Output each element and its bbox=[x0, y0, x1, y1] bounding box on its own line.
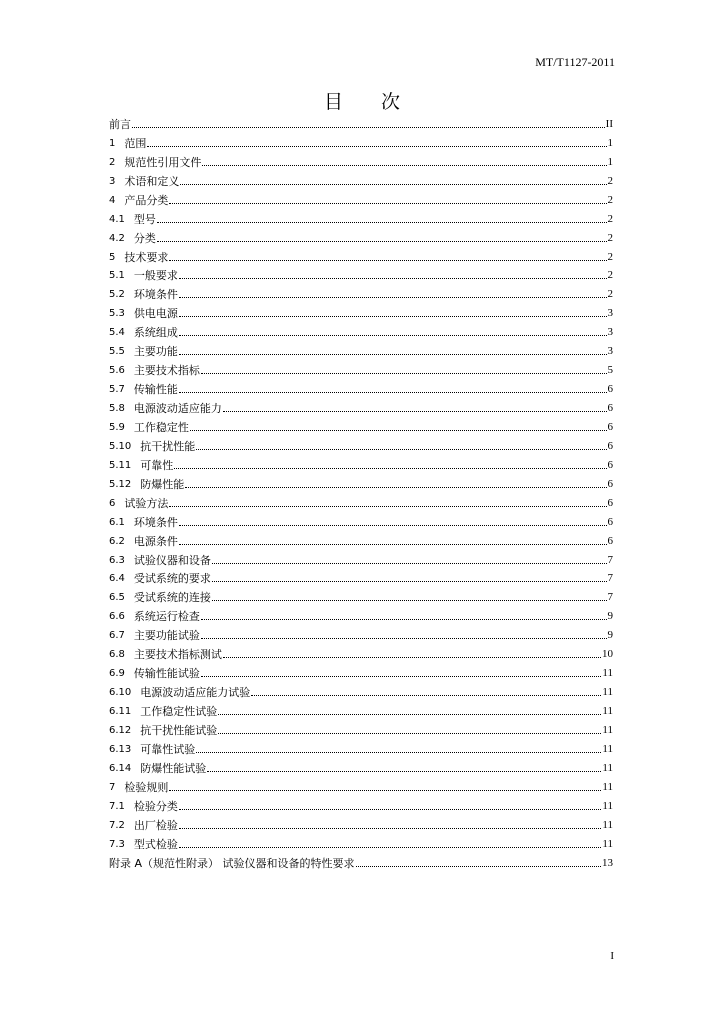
toc-entry-page: 13 bbox=[602, 856, 613, 869]
toc-entry-page: 11 bbox=[602, 818, 613, 831]
toc-entry-number: 4.1 bbox=[109, 213, 125, 225]
toc-entry-page: 3 bbox=[607, 326, 613, 339]
toc-dot-leader bbox=[179, 524, 607, 526]
toc-entry[interactable] bbox=[109, 623, 613, 642]
toc-entry-label: 前言 bbox=[109, 117, 131, 131]
toc-dot-leader bbox=[132, 126, 605, 128]
toc-entry-page: 11 bbox=[602, 799, 613, 812]
toc-dot-leader bbox=[218, 713, 601, 715]
toc-dot-leader bbox=[179, 277, 607, 279]
toc-entry-number: 1 bbox=[109, 137, 116, 149]
toc-entry[interactable] bbox=[109, 282, 613, 301]
toc-entry[interactable] bbox=[109, 775, 613, 794]
toc-dot-leader bbox=[179, 808, 602, 810]
toc-entry[interactable] bbox=[109, 415, 613, 434]
toc-entry[interactable] bbox=[109, 377, 613, 396]
toc-entry[interactable] bbox=[109, 510, 613, 529]
toc-dot-leader bbox=[223, 410, 607, 412]
toc-entry-label: 范围 bbox=[124, 136, 147, 150]
toc-dot-leader bbox=[202, 164, 606, 166]
toc-entry-number: 6.8 bbox=[109, 649, 125, 661]
toc-entry-page: 11 bbox=[602, 780, 613, 793]
toc-entry[interactable] bbox=[109, 661, 613, 680]
toc-entry-label: 传输性能 bbox=[133, 383, 178, 397]
toc-entry[interactable] bbox=[109, 491, 613, 510]
toc-entry[interactable] bbox=[109, 150, 613, 169]
toc-entry-page: 6 bbox=[607, 420, 613, 433]
toc-entry-label: 型号 bbox=[133, 212, 156, 226]
toc-entry-page: 9 bbox=[607, 610, 613, 623]
toc-dot-leader bbox=[201, 637, 607, 639]
toc-entry-page: 9 bbox=[607, 629, 613, 642]
toc-entry-label: 环境条件 bbox=[133, 515, 178, 529]
toc-entry-label: 系统运行检查 bbox=[133, 610, 200, 624]
toc-entry-label: 工作稳定性试验 bbox=[140, 705, 218, 718]
toc-entry-number: 6.6 bbox=[109, 611, 125, 623]
toc-dot-leader bbox=[223, 656, 601, 658]
toc-dot-leader bbox=[212, 562, 607, 564]
toc-entry-number: 6.7 bbox=[109, 630, 125, 642]
toc-dot-leader bbox=[180, 183, 606, 185]
toc-entry-page: 6 bbox=[607, 383, 613, 396]
toc-dot-leader bbox=[179, 334, 607, 336]
toc-entry-page: 2 bbox=[607, 250, 613, 263]
toc-entry[interactable] bbox=[109, 131, 613, 150]
toc-entry-number: 6.9 bbox=[109, 668, 125, 680]
toc-entry[interactable] bbox=[109, 264, 613, 283]
toc-entry-page: 6 bbox=[607, 477, 613, 490]
toc-entry-number: 5.12 bbox=[109, 478, 132, 490]
toc-entry-label: 可靠性 bbox=[140, 458, 174, 472]
toc-entry[interactable] bbox=[109, 339, 613, 358]
toc-entry-number: 6 bbox=[109, 497, 116, 509]
toc-dot-leader bbox=[169, 505, 606, 507]
toc-entry-label: 技术要求 bbox=[124, 250, 169, 264]
toc-entry[interactable] bbox=[109, 226, 613, 245]
toc-dot-leader bbox=[157, 221, 607, 223]
toc-entry-page: 2 bbox=[607, 174, 613, 187]
toc-entry[interactable] bbox=[109, 245, 613, 264]
toc-dot-leader bbox=[179, 315, 607, 317]
toc-entry[interactable] bbox=[109, 188, 613, 207]
toc-entry-label: 防爆性能 bbox=[140, 477, 185, 491]
toc-entry-number: 5.5 bbox=[109, 346, 125, 358]
toc-entry-label: 供电电源 bbox=[133, 307, 178, 321]
toc-entry[interactable] bbox=[109, 642, 613, 661]
toc-entry[interactable] bbox=[109, 301, 613, 320]
toc-entry-label: 检验分类 bbox=[133, 799, 178, 813]
toc-entry-page: 11 bbox=[602, 837, 613, 850]
toc-entry-number: 2 bbox=[109, 156, 116, 168]
toc-entry-number: 5.8 bbox=[109, 403, 125, 414]
toc-entry-number: 6.4 bbox=[109, 573, 125, 585]
toc-entry-page: 11 bbox=[602, 686, 613, 699]
toc-entry[interactable] bbox=[109, 567, 613, 586]
toc-entry-label: 电源波动适应能力试验 bbox=[140, 686, 251, 700]
toc-entry-number: 5.4 bbox=[109, 327, 125, 339]
toc-entry-page: 11 bbox=[602, 667, 613, 680]
toc-entry-number: 4 bbox=[109, 194, 116, 206]
toc-entry-number: 6.2 bbox=[109, 535, 125, 547]
toc-entry-page: 6 bbox=[607, 496, 613, 509]
toc-dot-leader bbox=[201, 675, 602, 677]
page-title: 目 次 bbox=[323, 91, 400, 113]
toc-entry-label: 电源波动适应能力 bbox=[133, 402, 222, 415]
toc-entry-page: 7 bbox=[607, 553, 613, 566]
toc-dot-leader bbox=[185, 486, 606, 488]
toc-entry-label: 抗干扰性能 bbox=[140, 439, 196, 453]
toc-entry[interactable] bbox=[109, 604, 613, 623]
toc-dot-leader bbox=[179, 296, 607, 298]
toc-entry-number: 4.2 bbox=[109, 232, 125, 244]
toc-entry-page: II bbox=[605, 117, 613, 130]
toc-entry-number: 5.10 bbox=[109, 440, 132, 452]
toc-entry-number: 6.13 bbox=[109, 743, 132, 755]
toc-entry[interactable] bbox=[109, 737, 613, 756]
toc-entry-page: 11 bbox=[602, 705, 613, 717]
toc-entry[interactable] bbox=[109, 529, 613, 548]
toc-entry-page: 2 bbox=[607, 212, 613, 225]
toc-entry-label: 检验规则 bbox=[124, 780, 169, 794]
toc-entry-number: 6.12 bbox=[109, 724, 132, 736]
toc-dot-leader bbox=[201, 618, 607, 620]
toc-entry[interactable] bbox=[109, 832, 613, 851]
toc-entry-page: 7 bbox=[607, 572, 613, 585]
toc-entry[interactable] bbox=[109, 699, 613, 718]
toc-entry-page: 1 bbox=[607, 136, 613, 149]
toc-entry-label: 可靠性试验 bbox=[140, 742, 196, 756]
toc-entry-page: 6 bbox=[607, 458, 613, 471]
toc-entry[interactable] bbox=[109, 434, 613, 453]
toc-entry[interactable] bbox=[109, 358, 613, 377]
toc-entry-label: 附录 A（规范性附录） 试验仪器和设备的特性要求 bbox=[109, 856, 355, 870]
toc-entry-page: 2 bbox=[607, 231, 613, 244]
toc-entry-number: 5.6 bbox=[109, 365, 125, 377]
page-header-standard-code: MT/T1127-2011 bbox=[535, 55, 615, 69]
toc-dot-leader bbox=[251, 694, 601, 696]
toc-entry-label: 环境条件 bbox=[133, 288, 178, 302]
toc-entry-page: 10 bbox=[602, 648, 613, 661]
toc-dot-leader bbox=[147, 145, 606, 147]
toc-entry[interactable] bbox=[109, 851, 613, 870]
page-number: I bbox=[610, 950, 614, 962]
toc-entry-page: 6 bbox=[607, 515, 613, 528]
toc-entry-page: 7 bbox=[607, 591, 613, 604]
toc-entry-number: 7.2 bbox=[109, 819, 125, 831]
toc-entry-label: 试验方法 bbox=[124, 496, 169, 510]
toc-entry-page: 11 bbox=[602, 742, 613, 755]
toc-entry-number: 6.10 bbox=[109, 687, 132, 699]
toc-entry-label: 产品分类 bbox=[124, 193, 169, 207]
toc-entry-page: 6 bbox=[607, 402, 613, 414]
toc-entry-label: 受试系统的要求 bbox=[133, 572, 211, 586]
toc-entry[interactable] bbox=[109, 320, 613, 339]
toc-entry-label: 抗干扰性能试验 bbox=[140, 723, 218, 737]
toc-entry-number: 5.9 bbox=[109, 421, 125, 433]
toc-entry[interactable] bbox=[109, 548, 613, 567]
toc-entry-page: 2 bbox=[607, 269, 613, 282]
toc-dot-leader bbox=[207, 770, 601, 772]
toc-entry[interactable] bbox=[109, 756, 613, 775]
toc-entry-page: 1 bbox=[607, 155, 613, 168]
toc-entry-label: 主要功能 bbox=[133, 345, 178, 359]
toc-entry-page: 2 bbox=[607, 288, 613, 301]
toc-entry-label: 试验仪器和设备 bbox=[133, 553, 211, 567]
toc-dot-leader bbox=[157, 240, 607, 242]
toc-dot-leader bbox=[169, 789, 601, 791]
toc-dot-leader bbox=[356, 865, 601, 867]
toc-dot-leader bbox=[190, 429, 607, 431]
toc-entry-number: 5.11 bbox=[109, 459, 132, 471]
toc-entry-label: 主要功能试验 bbox=[133, 629, 200, 643]
toc-entry-label: 型式检验 bbox=[133, 837, 178, 851]
toc-dot-leader bbox=[196, 751, 601, 753]
toc-entry-number: 6.3 bbox=[109, 554, 125, 566]
toc-dot-leader bbox=[179, 846, 602, 848]
toc-entry[interactable] bbox=[109, 680, 613, 699]
toc-entry-label: 防爆性能试验 bbox=[140, 761, 207, 775]
toc-entry[interactable] bbox=[109, 813, 613, 832]
toc-entry[interactable] bbox=[109, 453, 613, 472]
toc-entry-page: 3 bbox=[607, 307, 613, 320]
toc-entry[interactable] bbox=[109, 472, 613, 491]
toc-entry-page: 11 bbox=[602, 723, 613, 736]
toc-dot-leader bbox=[179, 391, 607, 393]
toc-entry[interactable] bbox=[109, 207, 613, 226]
toc-entry-page: 5 bbox=[607, 364, 613, 377]
toc-entry-label: 分类 bbox=[133, 231, 156, 245]
toc-entry-number: 5.2 bbox=[109, 289, 125, 301]
toc-entry-number: 5.1 bbox=[109, 270, 125, 282]
toc-entry-number: 5.7 bbox=[109, 384, 125, 396]
toc-entry-number: 6.1 bbox=[109, 516, 125, 528]
toc-dot-leader bbox=[169, 259, 606, 261]
toc-entry[interactable] bbox=[109, 794, 613, 813]
toc-entry-label: 工作稳定性 bbox=[133, 420, 189, 434]
toc-dot-leader bbox=[212, 599, 607, 601]
toc-entry-label: 系统组成 bbox=[133, 326, 178, 340]
toc-entry-number: 7.3 bbox=[109, 838, 125, 850]
toc-entry[interactable] bbox=[109, 718, 613, 737]
toc-entry-label: 传输性能试验 bbox=[133, 667, 200, 681]
toc-entry-page: 11 bbox=[602, 761, 613, 774]
toc-dot-leader bbox=[212, 580, 607, 582]
toc-entry-number: 7 bbox=[109, 781, 116, 793]
toc-entry-number: 6.11 bbox=[109, 706, 132, 717]
toc-entry-page: 2 bbox=[607, 193, 613, 206]
toc-entry[interactable] bbox=[109, 169, 613, 188]
toc-entry-page: 6 bbox=[607, 534, 613, 547]
toc-entry-label: 一般要求 bbox=[133, 269, 178, 283]
toc-entry-number: 6.14 bbox=[109, 762, 132, 774]
toc-entry[interactable] bbox=[109, 396, 613, 415]
toc-dot-leader bbox=[179, 827, 602, 829]
toc-entry-number: 5.3 bbox=[109, 308, 125, 320]
toc-entry-number: 6.5 bbox=[109, 592, 125, 604]
toc-entry-number: 7.1 bbox=[109, 800, 125, 812]
toc-entry-label: 主要技术指标 bbox=[133, 364, 200, 378]
toc-entry-label: 电源条件 bbox=[133, 534, 178, 548]
toc-dot-leader bbox=[169, 202, 606, 204]
toc-entry-page: 3 bbox=[607, 345, 613, 358]
toc-dot-leader bbox=[179, 543, 607, 545]
toc-entry[interactable] bbox=[109, 585, 613, 604]
toc-dot-leader bbox=[174, 467, 606, 469]
toc-entry-label: 主要技术指标测试 bbox=[133, 648, 222, 662]
toc-entry-label: 出厂检验 bbox=[133, 818, 178, 832]
toc-entry-number: 3 bbox=[109, 175, 116, 187]
toc-entry-label: 规范性引用文件 bbox=[124, 155, 202, 169]
table-of-contents bbox=[109, 112, 613, 870]
toc-entry[interactable] bbox=[109, 112, 613, 131]
toc-entry-label: 术语和定义 bbox=[124, 174, 180, 188]
toc-entry-number: 5 bbox=[109, 251, 116, 263]
toc-dot-leader bbox=[179, 353, 607, 355]
toc-entry-page: 6 bbox=[607, 439, 613, 452]
toc-entry-label: 受试系统的连接 bbox=[133, 591, 211, 605]
toc-dot-leader bbox=[196, 448, 606, 450]
toc-dot-leader bbox=[201, 372, 607, 374]
toc-dot-leader bbox=[218, 732, 601, 734]
